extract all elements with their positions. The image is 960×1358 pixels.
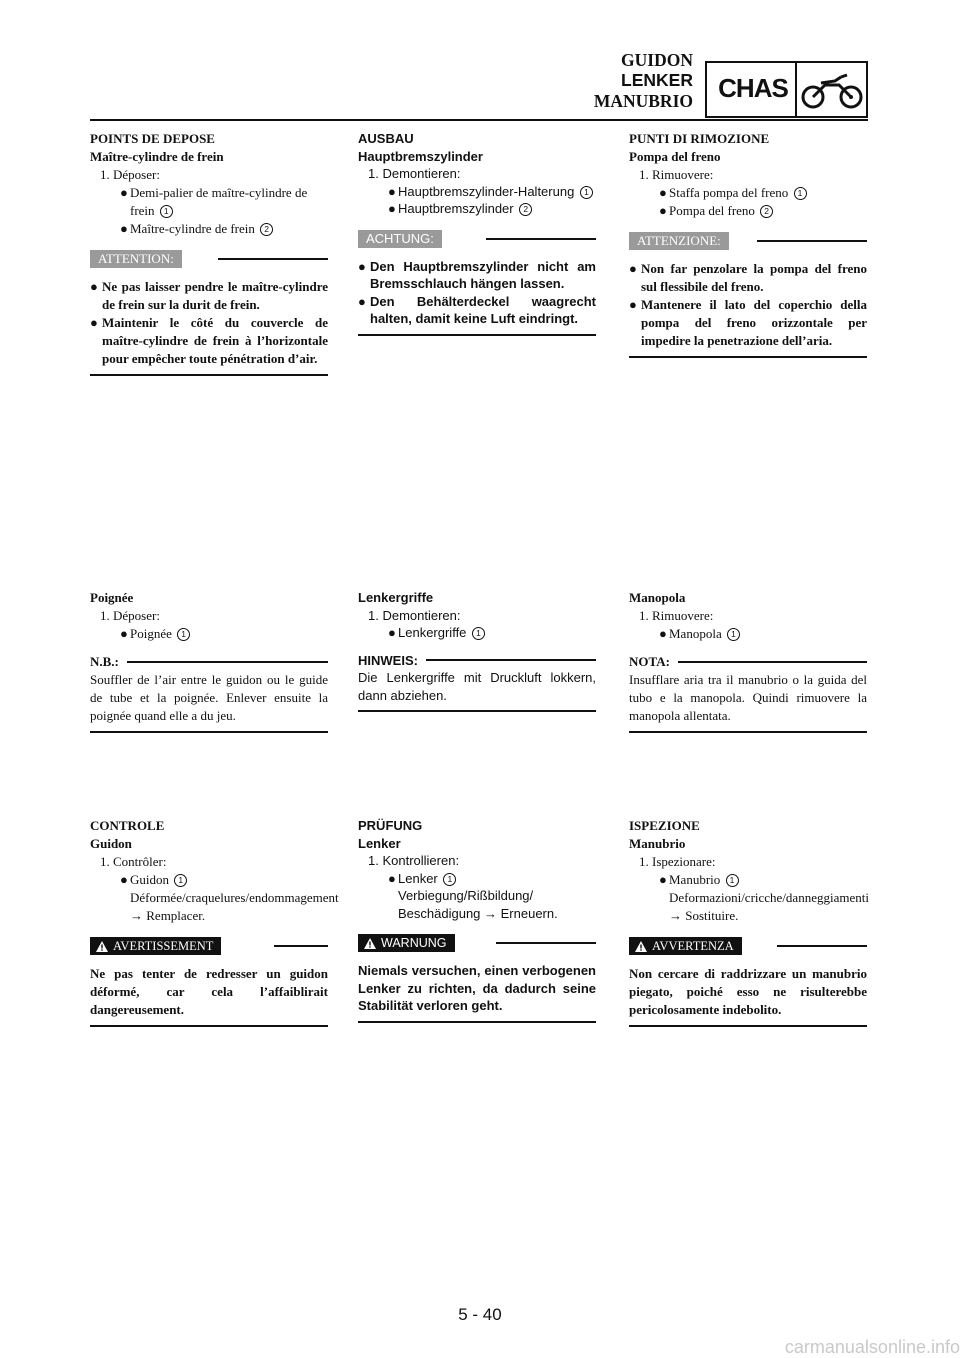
list-item: ● Maître-cylindre de frein 2 bbox=[90, 220, 328, 238]
warning-text: Ne pas tenter de redresser un guidon déformé, car cela l’affaiblirait dangereusement. bbox=[90, 966, 328, 1017]
step: 1. Rimuovere: bbox=[639, 608, 714, 623]
list-item: ● Manubrio 1 Deformazioni/cricche/danneggiamenti → Sostituire. bbox=[659, 872, 869, 923]
heading: ISPEZIONE bbox=[629, 818, 700, 833]
caution-box bbox=[629, 232, 867, 358]
item-detail: Deformazioni/cricche/danneggiamenti → Sostituire. bbox=[669, 890, 869, 923]
de-inspection-section bbox=[358, 817, 596, 1023]
subheading: Pompa del freno bbox=[629, 149, 721, 164]
caution-item: ● Non far penzolare la pompa del freno sul flessibile del freno. bbox=[629, 261, 867, 294]
fr-inspection-section bbox=[90, 817, 339, 1027]
note-label: HINWEIS: bbox=[358, 652, 418, 668]
heading: PRÜFUNG bbox=[358, 818, 423, 833]
caution-label: ATTENTION: bbox=[90, 250, 182, 268]
subheading: Manubrio bbox=[629, 836, 686, 851]
list-item: ● Manopola 1 bbox=[629, 625, 867, 643]
note-text: Die Lenkergriffe mit Druckluft lokkern, dann abziehen. bbox=[358, 670, 596, 703]
de-removal-section bbox=[358, 130, 596, 336]
note-text: Insufflare aria tra il manubrio o la guida del tubo e la manopola. Quindi rimuovere la manopola allentata. bbox=[629, 672, 867, 723]
note-label: N.B.: bbox=[90, 654, 119, 669]
heading: Lenkergriffe bbox=[358, 590, 434, 605]
list-item: ● Lenker 1 Verbiegung/Rißbildung/ Beschädigung → Erneuern. bbox=[358, 870, 596, 923]
list-item: ● Staffa pompa del freno 1 bbox=[629, 184, 867, 202]
step: 1. Demontieren: bbox=[368, 166, 461, 181]
page-number: 5 - 40 bbox=[458, 1305, 502, 1324]
section-badge bbox=[705, 61, 868, 118]
warning-text: Niemals versuchen, einen verbogenen Lenker zu richten, da dadurch seine Stabilität verloren geht. bbox=[358, 963, 596, 1013]
note-text: Souffler de l’air entre le guidon ou le guide de tube et la poignée. Enlever ensuite la poignée quand elle a du jeu. bbox=[90, 672, 328, 723]
warning-icon bbox=[635, 941, 647, 952]
heading: CONTROLE bbox=[90, 818, 165, 833]
subheading: Hauptbremszylinder bbox=[358, 148, 483, 164]
step: 1. Déposer: bbox=[100, 608, 160, 623]
list-item: ● Pompa del freno 2 bbox=[629, 202, 867, 220]
heading: PUNTI DI RIMOZIONE bbox=[629, 131, 770, 146]
step: 1. Rimuovere: bbox=[639, 167, 714, 182]
warning-icon bbox=[96, 941, 108, 952]
it-inspection-section bbox=[629, 817, 867, 1027]
list-item: ● Poignée 1 bbox=[90, 625, 328, 643]
item-detail: Verbiegung/Rißbildung/ Beschädigung → Erneuern. bbox=[398, 888, 558, 921]
title-it: MANUBRIO bbox=[593, 91, 693, 111]
caution-item: ● Den Hauptbremszylinder nicht am Bremsschlauch hängen lassen. bbox=[358, 258, 596, 291]
caution-label: ATTENZIONE: bbox=[629, 232, 729, 250]
subheading: Lenker bbox=[358, 835, 401, 851]
caution-box bbox=[358, 230, 596, 336]
title-fr: GUIDON bbox=[621, 50, 693, 70]
warning-label: AVERTISSEMENT bbox=[90, 937, 221, 955]
section-code: CHAS bbox=[718, 73, 788, 103]
footer-watermark: carmanualsonline.info bbox=[784, 1337, 960, 1357]
step: 1. Contrôler: bbox=[100, 854, 167, 869]
subheading: Guidon bbox=[90, 836, 132, 851]
list-item: ● Hauptbremszylinder-Halterung 1 bbox=[358, 183, 596, 201]
heading: Manopola bbox=[629, 590, 686, 605]
list-item: ● Demi-palier de maître-cylindre de frein 1 bbox=[120, 185, 308, 218]
fr-grip-section bbox=[90, 589, 328, 733]
item-detail: Déformée/craquelures/endommagement → Remplacer. bbox=[130, 890, 339, 923]
title-de: LENKER bbox=[621, 70, 693, 90]
note-label: NOTA: bbox=[629, 654, 670, 669]
caution-item: ● Ne pas laisser pendre le maître-cylindre de frein sur la durit de frein. bbox=[90, 279, 328, 312]
it-grip-section bbox=[629, 589, 867, 733]
de-grip-section bbox=[358, 589, 596, 712]
caution-label: ACHTUNG: bbox=[358, 230, 442, 248]
step: 1. Déposer: bbox=[100, 167, 160, 182]
heading: POINTS DE DEPOSE bbox=[90, 131, 215, 146]
heading: Poignée bbox=[90, 590, 134, 605]
step: 1. Ispezionare: bbox=[639, 854, 716, 869]
list-item: ● Guidon 1 Déformée/craquelures/endommagement → Remplacer. bbox=[120, 872, 339, 923]
caution-item: ● Maintenir le côté du couvercle de maître-cylindre de frein à l’horizontale pour empêcher toute pénétration d’air. bbox=[90, 315, 328, 366]
motorcycle-icon bbox=[801, 69, 863, 111]
step: 1. Kontrollieren: bbox=[368, 853, 460, 868]
list-item: ● Lenkergriffe 1 bbox=[358, 624, 596, 642]
warning-text: Non cercare di raddrizzare un manubrio piegato, poiché esso ne risulterebbe pericolosamente indebolito. bbox=[629, 966, 867, 1017]
caution-item: ● Den Behälterdeckel waagrecht halten, damit keine Luft eindringt. bbox=[358, 293, 596, 326]
warning-icon bbox=[364, 938, 376, 949]
step: 1. Demontieren: bbox=[368, 607, 461, 623]
it-removal-section bbox=[629, 130, 867, 358]
subheading: Maître-cylindre de frein bbox=[90, 149, 224, 164]
list-item: ● Hauptbremszylinder 2 bbox=[358, 200, 596, 218]
warning-label: AVVERTENZA bbox=[629, 937, 742, 955]
caution-box bbox=[90, 250, 328, 376]
caution-item: ● Mantenere il lato del coperchio della pompa del freno orizzontale per impedire la penetrazione dell’aria. bbox=[629, 297, 867, 348]
warning-label: WARNUNG bbox=[358, 934, 455, 952]
header-rule bbox=[90, 119, 868, 121]
heading: AUSBAU bbox=[358, 131, 414, 146]
fr-removal-section bbox=[90, 130, 328, 376]
